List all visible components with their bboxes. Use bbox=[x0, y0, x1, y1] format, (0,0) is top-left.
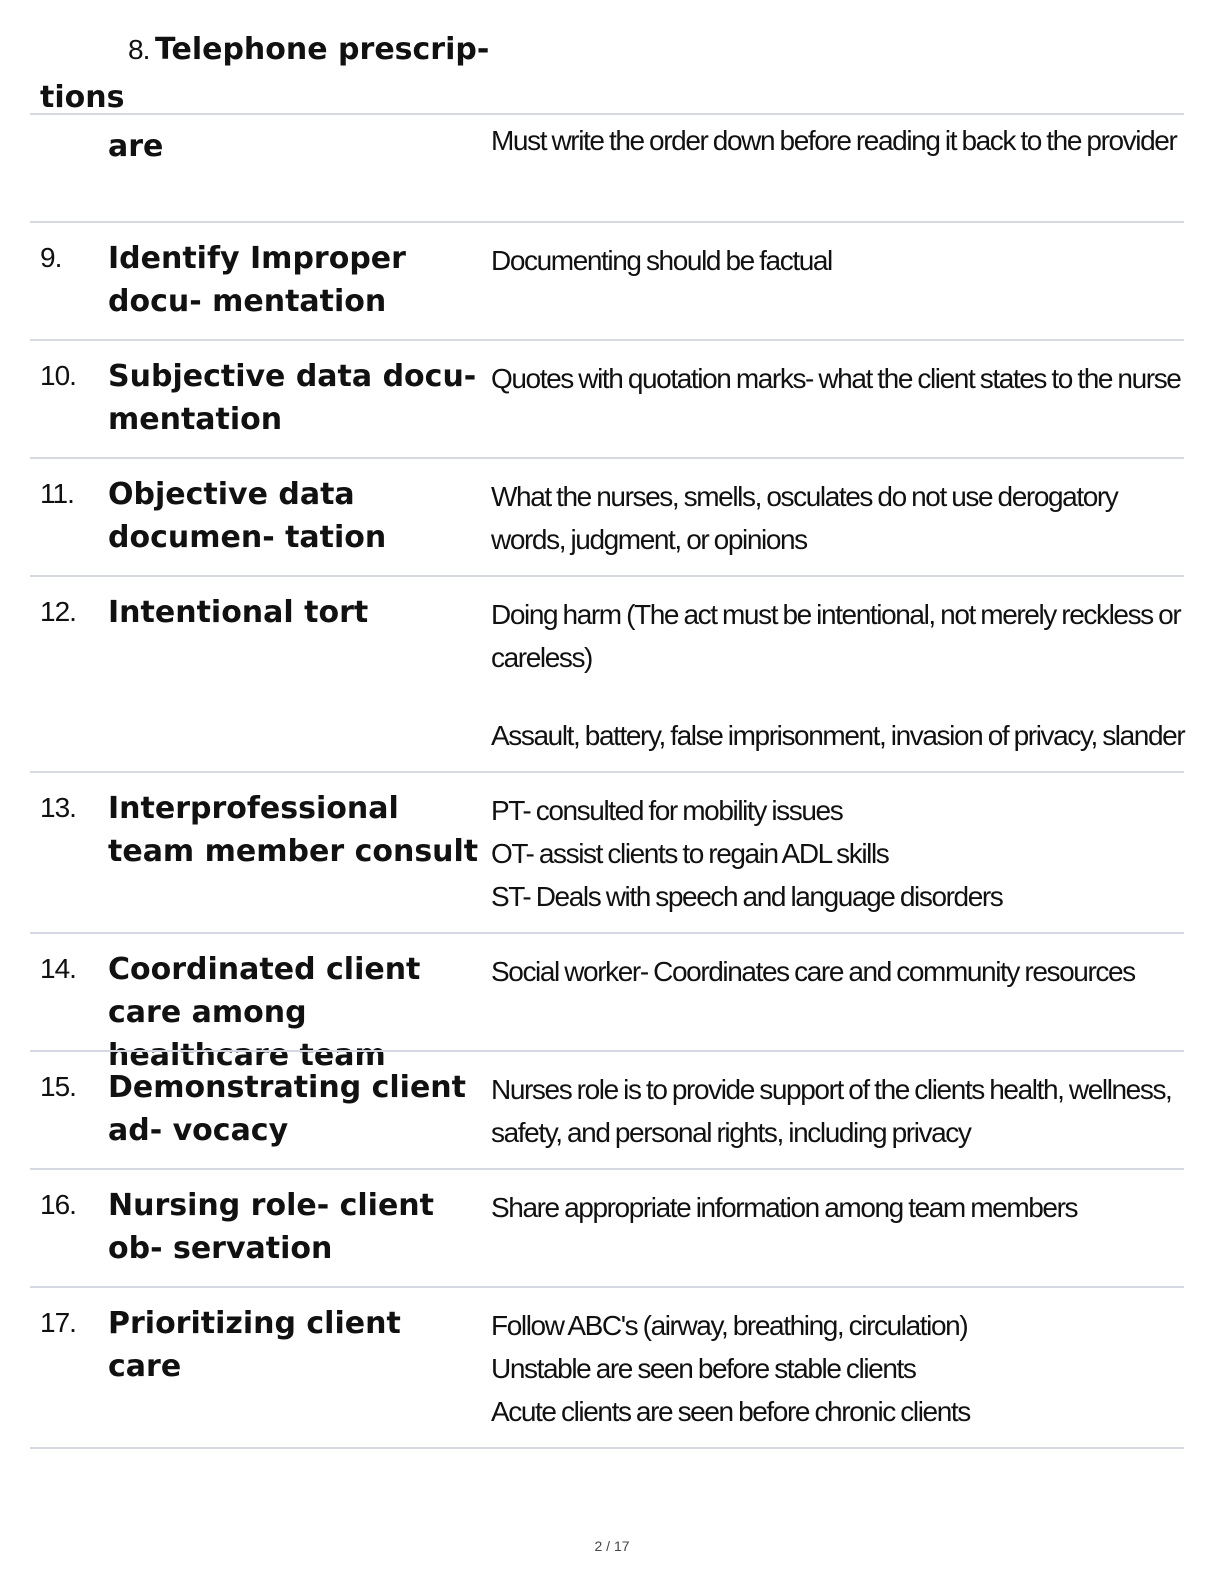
table-row bbox=[30, 223, 1184, 341]
definition-line: PT- consulted for mobility issues bbox=[491, 795, 843, 826]
item-term: Interprofessional team member consult bbox=[108, 791, 479, 869]
definition-line: What the nurses, smells, osculates do not use derogatory words, judgment, or opinions bbox=[491, 481, 1118, 555]
table-row bbox=[30, 1288, 1184, 1449]
item-number: 14. bbox=[40, 953, 76, 984]
page-number: 2 / 17 bbox=[594, 1538, 630, 1554]
item-definition bbox=[491, 950, 1181, 993]
definition-line: Unstable are seen before stable clients bbox=[491, 1353, 916, 1384]
table-row bbox=[30, 1052, 1184, 1170]
table-row bbox=[30, 341, 1184, 459]
item-definition bbox=[491, 1068, 1181, 1154]
item-definition bbox=[491, 475, 1181, 561]
item-term: Subjective data docu- mentation bbox=[108, 359, 477, 437]
table-row bbox=[30, 934, 1184, 1073]
item-definition bbox=[491, 789, 1181, 918]
item-number: 9. bbox=[40, 242, 62, 273]
item-term: Telephone prescrip- bbox=[155, 32, 490, 67]
definition-line: Must write the order down before reading it back to the provider bbox=[491, 125, 1177, 156]
definition-line: Share appropriate information among team members bbox=[491, 1192, 1078, 1223]
item-definition bbox=[491, 593, 1185, 757]
definition-line: Acute clients are seen before chronic clients bbox=[491, 1396, 970, 1427]
row-divider bbox=[30, 1447, 1184, 1449]
item-number: 11. bbox=[40, 478, 74, 509]
item-term: Demonstrating client ad- vocacy bbox=[108, 1070, 467, 1148]
definition-line: ST- Deals with speech and language disorders bbox=[491, 881, 1003, 912]
definition-line: Doing harm (The act must be intentional, not merely reckless or careless) bbox=[491, 599, 1181, 673]
definition-line: Nurses role is to provide support of the clients health, wellness, safety, and personal rights, including privacy bbox=[491, 1074, 1172, 1148]
table-row bbox=[30, 1170, 1184, 1288]
table-row bbox=[30, 773, 1184, 934]
item-number: 13. bbox=[40, 792, 76, 823]
item-definition bbox=[491, 1186, 1181, 1229]
definition-line: OT- assist clients to regain ADL skills bbox=[491, 838, 889, 869]
item-term: Prioritizing client care bbox=[108, 1306, 401, 1384]
item-number: 16. bbox=[40, 1189, 76, 1220]
item-definition bbox=[491, 1304, 1181, 1433]
item-term-continued: tions bbox=[40, 80, 125, 115]
item-term: Intentional tort bbox=[108, 595, 369, 630]
definition-line: Quotes with quotation marks- what the client states to the nurse bbox=[491, 363, 1181, 394]
item-term: Coordinated client care among healthcare team bbox=[108, 952, 421, 1073]
item-definition bbox=[491, 239, 1181, 282]
item-number: 8. bbox=[128, 34, 150, 65]
item-term: Identify Improper docu- mentation bbox=[108, 241, 406, 319]
item-term: are bbox=[108, 129, 164, 164]
item-number: 17. bbox=[40, 1307, 76, 1338]
item-number: 12. bbox=[40, 596, 76, 627]
table-row bbox=[30, 459, 1184, 577]
table-row bbox=[30, 577, 1184, 773]
item-term: Objective data documen- tation bbox=[108, 477, 387, 555]
definition-line: Follow ABC's (airway, breathing, circulation) bbox=[491, 1310, 968, 1341]
table-row bbox=[30, 115, 1184, 223]
definition-line: Assault, battery, false imprisonment, invasion of privacy, slander bbox=[491, 720, 1185, 751]
item-number: 15. bbox=[40, 1071, 76, 1102]
item-definition bbox=[491, 357, 1181, 400]
item-number: 10. bbox=[40, 360, 76, 391]
item-term: Nursing role- client ob- servation bbox=[108, 1188, 435, 1266]
definition-line: Social worker- Coordinates care and community resources bbox=[491, 956, 1135, 987]
definition-line: Documenting should be factual bbox=[491, 245, 832, 276]
item-definition bbox=[491, 119, 1181, 162]
